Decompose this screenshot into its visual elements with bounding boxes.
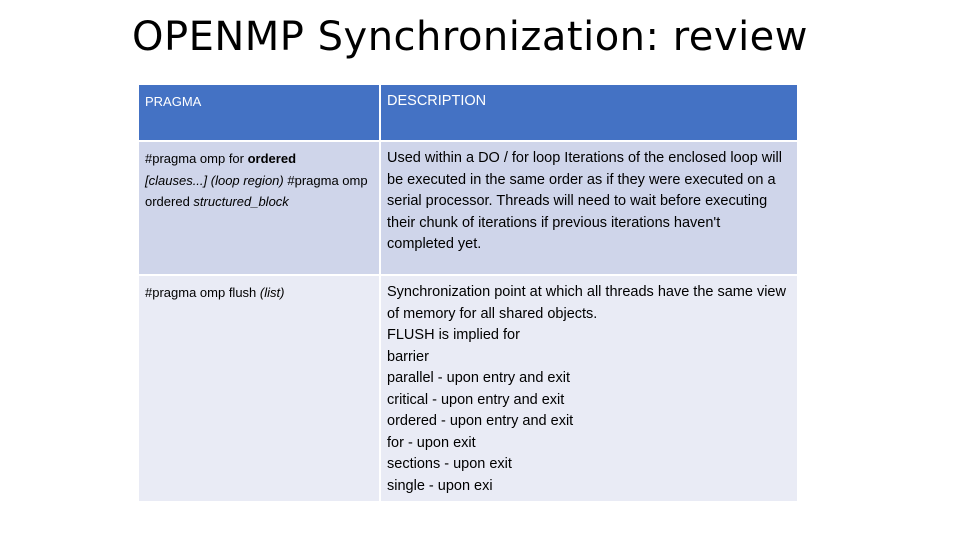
description-line: FLUSH is implied for bbox=[387, 327, 520, 343]
pragma-text: #pragma omp flush bbox=[145, 285, 260, 300]
table-row bbox=[139, 142, 797, 274]
pragma-table bbox=[137, 83, 799, 503]
pragma-text: #pragma omp ordered bbox=[145, 172, 368, 209]
pragma-list: (list) bbox=[259, 285, 285, 300]
table-header-row bbox=[139, 85, 797, 140]
pragma-cell bbox=[139, 142, 379, 274]
description-line: Synchronization point at which all threads have the same view of memory for all shared objects. bbox=[387, 284, 786, 322]
description-line: critical - upon entry and exit bbox=[387, 391, 565, 408]
description-line: sections - upon exit bbox=[387, 456, 512, 472]
description-cell: Used within a DO / for loop Iterations of the enclosed loop will be executed in the same order as if they were executed on a serial processor. Threads will need to wait before executing their chunk of iterations if previous iterations haven't completed yet. bbox=[381, 142, 797, 274]
description-line: barrier bbox=[387, 348, 429, 365]
pragma-block: structured_block bbox=[193, 194, 289, 209]
header-description: DESCRIPTION bbox=[381, 85, 797, 140]
pragma-text: #pragma omp for bbox=[145, 151, 248, 166]
description-line: ordered - upon entry and exit bbox=[387, 413, 574, 429]
table-row bbox=[139, 276, 797, 501]
description-line: for - upon exit bbox=[387, 434, 476, 451]
pragma-clauses: [clauses...] (loop region) bbox=[145, 172, 288, 188]
description-cell bbox=[381, 276, 797, 501]
description-line: single - upon exi bbox=[387, 477, 493, 494]
slide-title: OPENMP Synchronization: review bbox=[131, 14, 808, 60]
description-line: parallel - upon entry and exit bbox=[387, 370, 570, 386]
pragma-cell bbox=[139, 276, 379, 501]
pragma-keyword: ordered bbox=[247, 151, 297, 166]
header-pragma: PRAGMA bbox=[139, 85, 379, 140]
